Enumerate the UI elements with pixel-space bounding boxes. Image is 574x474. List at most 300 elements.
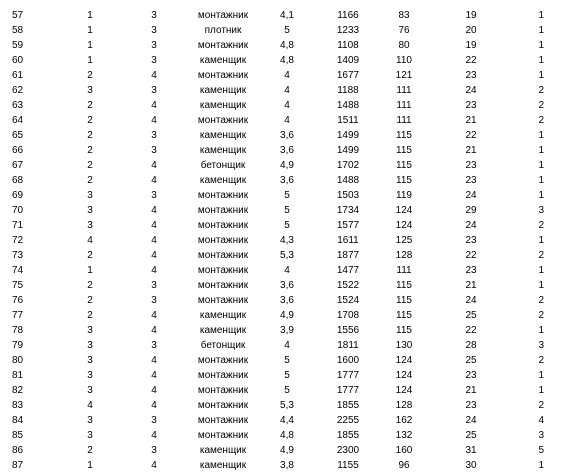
table-cell: 5,3	[280, 250, 294, 261]
table-row	[0, 368, 574, 383]
table-cell: 21	[465, 145, 477, 156]
table-cell: монтажник	[197, 220, 249, 231]
table-cell: 79	[12, 340, 24, 351]
table-cell: монтажник	[197, 355, 249, 366]
table-cell: 2300	[336, 445, 360, 456]
table-cell: 4	[151, 250, 157, 261]
table-cell: 23	[465, 370, 477, 381]
table-cell: 4	[151, 100, 157, 111]
table-cell: 3	[87, 85, 93, 96]
table-cell: 160	[395, 445, 413, 456]
table-row	[0, 248, 574, 263]
table-cell: 4	[284, 70, 290, 81]
table-cell: 3	[151, 130, 157, 141]
table-cell: 3	[151, 280, 157, 291]
table-cell: 20	[465, 25, 477, 36]
table-cell: 1600	[336, 355, 360, 366]
table-cell: 3	[151, 85, 157, 96]
table-cell: 5	[284, 220, 290, 231]
table-cell: 1	[538, 370, 544, 381]
table-cell: 4	[151, 205, 157, 216]
table-cell: монтажник	[197, 190, 249, 201]
table-cell: 124	[395, 355, 413, 366]
table-cell: 1677	[336, 70, 360, 81]
table-cell: монтажник	[197, 40, 249, 51]
table-cell: монтажник	[197, 250, 249, 261]
table-cell: 1777	[336, 385, 360, 396]
table-cell: 2	[538, 220, 544, 231]
table-cell: 1522	[336, 280, 360, 291]
table-cell: каменщик	[199, 130, 247, 141]
table-cell: каменщик	[199, 175, 247, 186]
table-cell: 3	[87, 340, 93, 351]
table-cell: 4	[284, 115, 290, 126]
table-cell: каменщик	[199, 310, 247, 321]
table-cell: 4,1	[280, 10, 294, 21]
table-cell: 31	[465, 445, 477, 456]
table-cell: 4	[284, 85, 290, 96]
table-cell: 3,6	[280, 175, 294, 186]
table-cell: 115	[396, 295, 412, 306]
table-cell: 87	[12, 460, 24, 471]
table-cell: 4	[284, 100, 290, 111]
table-cell: 5	[284, 190, 290, 201]
table-cell: 4	[87, 400, 93, 411]
table-cell: 2	[538, 295, 544, 306]
table-row	[0, 23, 574, 38]
table-cell: 1524	[336, 295, 360, 306]
table-cell: 3	[538, 205, 544, 216]
table-row	[0, 188, 574, 203]
table-cell: 2	[87, 175, 93, 186]
table-cell: монтажник	[197, 370, 249, 381]
table-cell: 4,9	[280, 445, 294, 456]
table-cell: 2	[87, 70, 93, 81]
table-cell: 115	[396, 280, 412, 291]
table-cell: 67	[12, 160, 24, 171]
table-cell: 4	[151, 370, 157, 381]
table-cell: 1	[538, 70, 544, 81]
table-cell: 4	[151, 175, 157, 186]
table-row	[0, 83, 574, 98]
table-cell: 23	[465, 70, 477, 81]
table-cell: 2	[87, 250, 93, 261]
table-row	[0, 458, 574, 473]
table-cell: 3,9	[280, 325, 294, 336]
table-cell: 1	[538, 160, 544, 171]
table-cell: бетонщик	[200, 160, 246, 171]
table-cell: 5	[284, 385, 290, 396]
table-cell: бетонщик	[200, 340, 246, 351]
table-cell: монтажник	[197, 415, 249, 426]
table-cell: 3	[87, 370, 93, 381]
table-cell: 23	[465, 265, 477, 276]
table-row	[0, 443, 574, 458]
table-cell: каменщик	[199, 85, 247, 96]
table-cell: 29	[465, 205, 477, 216]
table-cell: 4	[151, 400, 157, 411]
table-cell: 4	[284, 340, 290, 351]
table-cell: 2	[87, 310, 93, 321]
table-cell: 3	[151, 295, 157, 306]
table-cell: 124	[395, 370, 413, 381]
table-cell: 83	[12, 400, 24, 411]
table-row	[0, 53, 574, 68]
table-cell: 1488	[336, 100, 360, 111]
table-cell: 65	[12, 130, 24, 141]
table-cell: 5	[284, 205, 290, 216]
table-cell: 2	[87, 295, 93, 306]
table-cell: 77	[12, 310, 24, 321]
table-cell: 58	[12, 25, 24, 36]
table-cell: 68	[12, 175, 24, 186]
table-cell: 124	[395, 385, 413, 396]
table-cell: 73	[12, 250, 24, 261]
table-row	[0, 293, 574, 308]
table-cell: 2	[87, 115, 93, 126]
table-cell: 2	[538, 355, 544, 366]
table-row	[0, 143, 574, 158]
table-cell: 19	[465, 10, 477, 21]
table-cell: 3,6	[280, 130, 294, 141]
table-cell: 23	[465, 100, 477, 111]
table-cell: 119	[396, 190, 412, 201]
table-row	[0, 278, 574, 293]
table-cell: 86	[12, 445, 24, 456]
table-row	[0, 338, 574, 353]
table-cell: монтажник	[197, 400, 249, 411]
table-cell: 115	[396, 325, 412, 336]
table-cell: 4,8	[280, 40, 294, 51]
table-cell: каменщик	[199, 325, 247, 336]
table-cell: 1	[538, 55, 544, 66]
table-cell: 80	[12, 355, 24, 366]
table-cell: 4	[538, 415, 544, 426]
table-cell: 3	[151, 340, 157, 351]
table-cell: 24	[465, 295, 477, 306]
table-cell: 1108	[337, 40, 359, 51]
table-row	[0, 128, 574, 143]
table-row	[0, 8, 574, 23]
table-cell: 125	[395, 235, 413, 246]
table-cell: 1511	[337, 115, 359, 126]
table-cell: 3	[151, 40, 157, 51]
table-cell: 4	[151, 460, 157, 471]
table-row	[0, 323, 574, 338]
table-cell: 60	[12, 55, 24, 66]
table-row	[0, 398, 574, 413]
table-cell: монтажник	[197, 205, 249, 216]
table-cell: монтажник	[197, 265, 249, 276]
table-cell: 1702	[336, 160, 360, 171]
table-cell: 83	[398, 10, 410, 21]
table-cell: 2	[538, 115, 544, 126]
table-cell: каменщик	[199, 55, 247, 66]
table-cell: 121	[395, 70, 413, 81]
table-cell: 1611	[337, 235, 359, 246]
table-cell: 4,9	[280, 310, 294, 321]
table-cell: 1777	[336, 370, 360, 381]
table-row	[0, 383, 574, 398]
table-cell: 4,4	[280, 415, 294, 426]
table-cell: 1	[538, 40, 544, 51]
table-cell: 28	[465, 340, 477, 351]
table-cell: 1	[538, 145, 544, 156]
table-cell: 1	[538, 10, 544, 21]
table-cell: плотник	[204, 25, 242, 36]
table-cell: 96	[398, 460, 410, 471]
table-cell: 4	[151, 160, 157, 171]
table-cell: 3	[87, 220, 93, 231]
table-row	[0, 203, 574, 218]
table-cell: 1	[538, 190, 544, 201]
table-cell: 110	[396, 55, 412, 66]
table-cell: 1	[538, 280, 544, 291]
table-cell: 111	[396, 115, 412, 126]
table-cell: 1855	[336, 400, 360, 411]
table-cell: монтажник	[197, 295, 249, 306]
table-cell: 4,9	[280, 160, 294, 171]
table-cell: 1477	[336, 265, 360, 276]
table-cell: 1	[538, 460, 544, 471]
table-cell: 74	[12, 265, 24, 276]
table-row	[0, 263, 574, 278]
table-cell: 3	[151, 55, 157, 66]
table-cell: 30	[465, 460, 477, 471]
table-cell: 1188	[337, 85, 359, 96]
table-cell: 4	[151, 220, 157, 231]
table-cell: 80	[398, 40, 410, 51]
table-cell: 76	[12, 295, 24, 306]
table-cell: 3,6	[280, 280, 294, 291]
table-cell: 130	[395, 340, 413, 351]
table-cell: 66	[12, 145, 24, 156]
table-cell: 4,3	[280, 235, 294, 246]
table-cell: 3	[87, 325, 93, 336]
table-cell: 2	[538, 400, 544, 411]
table-cell: 4	[284, 265, 290, 276]
table-cell: 5	[538, 445, 544, 456]
table-cell: 3	[151, 25, 157, 36]
table-cell: 3	[87, 385, 93, 396]
table-cell: 1503	[336, 190, 360, 201]
table-cell: 22	[465, 250, 477, 261]
table-cell: 76	[398, 25, 410, 36]
table-cell: 4	[151, 385, 157, 396]
table-cell: 3,6	[280, 145, 294, 156]
table-cell: 1877	[336, 250, 360, 261]
table-cell: 1556	[336, 325, 360, 336]
table-cell: 4	[151, 70, 157, 81]
table-cell: 2	[87, 145, 93, 156]
table-cell: 1	[538, 175, 544, 186]
table-cell: 1	[538, 25, 544, 36]
table-cell: 3	[87, 205, 93, 216]
table-cell: каменщик	[199, 145, 247, 156]
table-cell: 3	[87, 355, 93, 366]
table-cell: 1577	[336, 220, 360, 231]
table-cell: 23	[465, 160, 477, 171]
table-cell: 1	[538, 130, 544, 141]
table-cell: 1	[538, 235, 544, 246]
table-cell: каменщик	[199, 460, 247, 471]
table-cell: 4	[151, 430, 157, 441]
table-cell: 3	[87, 415, 93, 426]
table-cell: 21	[465, 385, 477, 396]
table-cell: 5	[284, 370, 290, 381]
table-cell: 62	[12, 85, 24, 96]
table-cell: 1409	[336, 55, 360, 66]
table-cell: 132	[395, 430, 413, 441]
table-cell: 1499	[336, 130, 360, 141]
table-cell: каменщик	[199, 100, 247, 111]
table-cell: 70	[12, 205, 24, 216]
table-cell: 1734	[336, 205, 360, 216]
table-cell: 2	[538, 250, 544, 261]
table-cell: 4	[151, 265, 157, 276]
table-row	[0, 158, 574, 173]
table-cell: 162	[395, 415, 413, 426]
table-cell: 3	[87, 190, 93, 201]
table-cell: 1488	[336, 175, 360, 186]
table-row	[0, 233, 574, 248]
table-cell: 25	[465, 310, 477, 321]
table-cell: 4	[151, 115, 157, 126]
table-row	[0, 38, 574, 53]
table-cell: 23	[465, 400, 477, 411]
table-cell: 5,3	[280, 400, 294, 411]
table-cell: 1	[87, 25, 93, 36]
table-row	[0, 113, 574, 128]
table-cell: 82	[12, 385, 24, 396]
table-cell: 2	[87, 100, 93, 111]
table-cell: 1233	[336, 25, 360, 36]
table-cell: 111	[396, 85, 412, 96]
table-cell: 1708	[336, 310, 360, 321]
table-cell: 1499	[336, 145, 360, 156]
table-cell: 2	[538, 100, 544, 111]
table-cell: 25	[465, 430, 477, 441]
table-cell: 69	[12, 190, 24, 201]
table-row	[0, 353, 574, 368]
table-cell: 1	[87, 40, 93, 51]
table-cell: 5	[284, 25, 290, 36]
table-cell: 111	[396, 100, 412, 111]
table-cell: 124	[395, 205, 413, 216]
table-cell: монтажник	[197, 235, 249, 246]
table-cell: 1	[538, 325, 544, 336]
table-cell: 71	[12, 220, 24, 231]
table-cell: 81	[12, 370, 24, 381]
table-cell: каменщик	[199, 445, 247, 456]
table-cell: 25	[465, 355, 477, 366]
table-row	[0, 173, 574, 188]
table-cell: 2	[87, 160, 93, 171]
table-row	[0, 68, 574, 83]
table-cell: 72	[12, 235, 24, 246]
table-cell: 2	[87, 280, 93, 291]
table-cell: 23	[465, 175, 477, 186]
table-cell: 2	[87, 445, 93, 456]
table-cell: 3,8	[280, 460, 294, 471]
table-cell: 61	[12, 70, 24, 81]
table-cell: 21	[465, 115, 477, 126]
table-cell: 128	[395, 250, 413, 261]
table-cell: 3	[151, 445, 157, 456]
table-cell: 1	[87, 460, 93, 471]
table-cell: 1	[87, 55, 93, 66]
table-cell: 2	[87, 130, 93, 141]
table-cell: 3	[87, 430, 93, 441]
table-cell: 63	[12, 100, 24, 111]
table-cell: монтажник	[197, 70, 249, 81]
table-cell: 115	[396, 145, 412, 156]
table-cell: 24	[465, 220, 477, 231]
table-cell: 115	[396, 130, 412, 141]
table-cell: 1	[87, 10, 93, 21]
table-cell: 64	[12, 115, 24, 126]
table-cell: 24	[465, 415, 477, 426]
table-cell: 22	[465, 55, 477, 66]
table-cell: 3	[151, 10, 157, 21]
table-cell: 4,8	[280, 55, 294, 66]
table-cell: 22	[465, 130, 477, 141]
table-cell: монтажник	[197, 115, 249, 126]
table-cell: 2255	[336, 415, 360, 426]
table-cell: 24	[465, 190, 477, 201]
table-cell: 1855	[336, 430, 360, 441]
table-cell: 57	[12, 10, 24, 21]
table-cell: 128	[395, 400, 413, 411]
table-cell: 115	[396, 175, 412, 186]
table-cell: 115	[396, 160, 412, 171]
table-cell: монтажник	[197, 430, 249, 441]
table-cell: 1811	[337, 340, 359, 351]
table-cell: монтажник	[197, 280, 249, 291]
table-cell: 1166	[337, 10, 359, 21]
table-cell: 1	[538, 385, 544, 396]
table-cell: 85	[12, 430, 24, 441]
table-cell: монтажник	[197, 385, 249, 396]
table-cell: 21	[465, 280, 477, 291]
table-row	[0, 413, 574, 428]
table-cell: 78	[12, 325, 24, 336]
table-cell: 4,8	[280, 430, 294, 441]
table-cell: 4	[151, 355, 157, 366]
table-cell: 3	[151, 145, 157, 156]
table-cell: 3	[151, 415, 157, 426]
table-cell: 2	[538, 85, 544, 96]
table-cell: 59	[12, 40, 24, 51]
table-cell: 23	[465, 235, 477, 246]
table-row	[0, 428, 574, 443]
table-cell: 2	[538, 310, 544, 321]
table-cell: 124	[395, 220, 413, 231]
table-cell: 22	[465, 325, 477, 336]
table-cell: 115	[396, 310, 412, 321]
table-cell: 3	[151, 190, 157, 201]
table-cell: 4	[87, 235, 93, 246]
table-cell: 1	[87, 265, 93, 276]
table-cell: 1	[538, 265, 544, 276]
table-cell: 3,6	[280, 295, 294, 306]
table-cell: 75	[12, 280, 24, 291]
table-cell: 19	[465, 40, 477, 51]
table-cell: 24	[465, 85, 477, 96]
table-cell: 4	[151, 310, 157, 321]
table-cell: 3	[538, 340, 544, 351]
table-row	[0, 98, 574, 113]
